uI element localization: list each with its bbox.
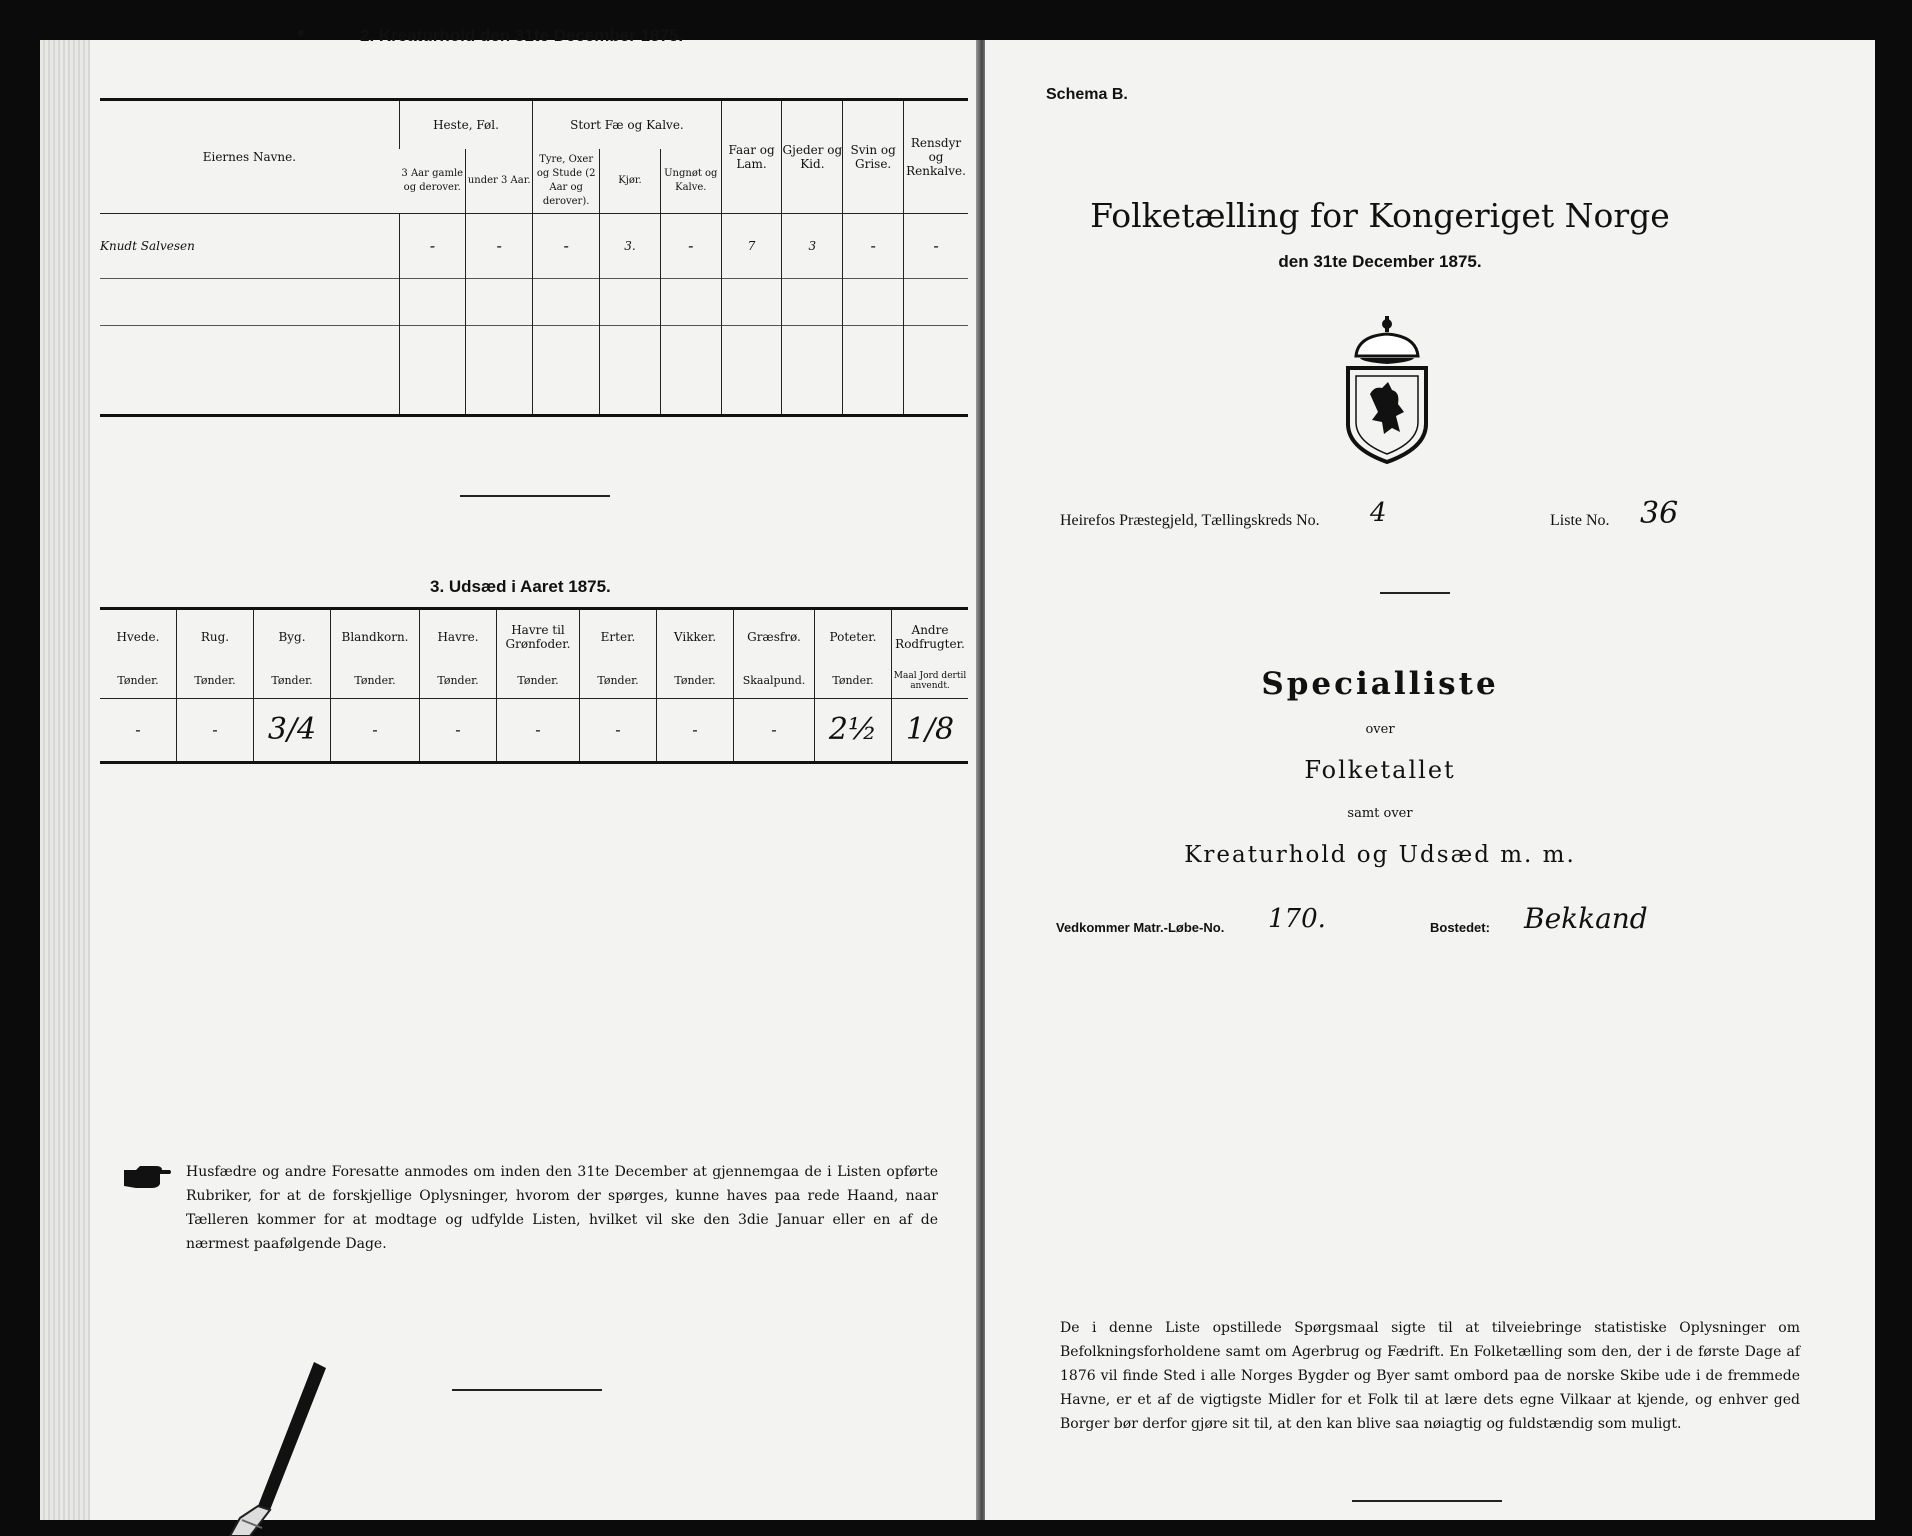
unit-hvede: Tønder. [117, 674, 159, 687]
notice-text: Husfædre og andre Foresatte anmodes om inden den 31te December at gjennemgaa de i Listen opførte Rubriker, for at de forskjellige Oplysninger, hvorom der spørges, kunne haves paa rede Haand, naar Tælleren kommer for at modtage og udfylde Listen, hvilket vil ske den 3die Januar eller en af de nærmest paafølgende Dage. [186, 1164, 938, 1252]
col-stort-fae: Stort Fæ og Kalve. [533, 100, 722, 150]
owner-name: Knudt Salvesen [100, 239, 195, 253]
cell-erter: - [580, 699, 657, 763]
unit-havre: Tønder. [420, 664, 497, 699]
col-faar: Faar og Lam. [721, 100, 782, 214]
cell-havre-gron: - [497, 699, 580, 763]
cell-gjeder: 3 [782, 214, 843, 279]
col-rug: Rug. [177, 609, 254, 665]
col-havre-gron: Havre til Grønfoder. [497, 609, 580, 665]
unit-erter: Tønder. [580, 664, 657, 699]
bostedet-value: Bekkand [1524, 902, 1648, 935]
section2-title: 2. Kreaturhold den 31te December 1875. [360, 26, 684, 45]
over-text: over [1365, 722, 1395, 737]
empty-row [100, 326, 399, 416]
folketallet-text: Folketallet [1304, 756, 1456, 784]
col-svin: Svin og Grise. [843, 100, 904, 214]
col-andre: Andre Rodfrugter. [892, 609, 969, 665]
cell-heste-3aar: - [399, 214, 465, 279]
divider [1352, 1500, 1502, 1502]
col-kjor: Kjør. [600, 149, 661, 214]
cell-rensdyr: - [904, 214, 968, 279]
cell-faar: 7 [721, 214, 782, 279]
col-eiernes-navne: Eiernes Navne. [100, 100, 399, 214]
col-byg: Byg. [254, 609, 331, 665]
divider [452, 1389, 602, 1391]
coat-of-arms-icon [1338, 316, 1436, 464]
unit-vikker: Tønder. [657, 664, 734, 699]
main-title: Folketælling for Kongeriget Norge [1090, 196, 1670, 235]
unit-graesfro: Skaalpund. [734, 664, 815, 699]
samt-over-text: samt over [1347, 806, 1413, 821]
cell-blandkorn: - [331, 699, 420, 763]
cell-vikker: - [657, 699, 734, 763]
unit-havre-gron: Tønder. [497, 664, 580, 699]
udsaed-table [100, 607, 968, 764]
unit-rug: Tønder. [177, 664, 254, 699]
col-blandkorn: Blandkorn. [331, 609, 420, 665]
unit-poteter: Tønder. [815, 664, 892, 699]
unit-blandkorn: Tønder. [331, 664, 420, 699]
kreds-no: 4 [1370, 498, 1387, 528]
col-heste-3aar: 3 Aar gamle og derover. [401, 168, 464, 193]
cell-kjor: 3. [600, 214, 661, 279]
col-heste: Heste, Føl. [399, 100, 532, 150]
schema-label: Schema B. [1046, 86, 1128, 103]
col-havre: Havre. [420, 609, 497, 665]
empty-row [100, 279, 399, 326]
col-ungnot: Ungnøt og Kalve. [660, 149, 721, 214]
liste-no: 36 [1640, 496, 1679, 531]
cell-andre: 1/8 [892, 699, 969, 763]
divider [1380, 592, 1450, 594]
cell-rug: - [177, 699, 254, 763]
section3-title: 3. Udsæd i Aaret 1875. [430, 577, 611, 596]
unit-andre: Maal Jord dertil anvendt. [892, 664, 969, 699]
col-hvede: Hvede. [100, 609, 177, 665]
cell-poteter: 2½ [815, 699, 892, 763]
page-edges [40, 40, 90, 1520]
footer-text: De i denne Liste opstillede Spørgsmaal sigte til at tilveiebringe statistiske Oplysninger om Befolkningsforholdene samt om Agerbrug og Fædrift. En Folketælling som den, der i de første Dage af 1876 vil finde Sted i alle Norges Bygder og Byer samt ombord paa de norske Skibe ude i de fremmede Havne, er et af de vigtigste Midler for et Folk til at lære dets egne Vilkaar at kjende, og enhver ged Borger bør derfor gjøre sit til, at den kan blive saa nøiagtig og fuldstændig som muligt. [1060, 1320, 1800, 1432]
col-heste-under3: under 3 Aar. [466, 149, 533, 214]
col-graesfro: Græsfrø. [734, 609, 815, 665]
prestegjeld-label: Heirefos Præstegjeld, Tællingskreds No. [1060, 512, 1320, 529]
kreaturhold-table [100, 98, 968, 417]
cell-tyre: - [533, 214, 600, 279]
matr-no: 170. [1268, 904, 1326, 934]
bostedet-label: Bostedet: [1430, 920, 1490, 935]
specialliste-heading: Specialliste [1261, 666, 1499, 702]
pointing-hand-icon [122, 1164, 172, 1190]
census-date: den 31te December 1875. [1278, 252, 1482, 271]
unit-byg: Tønder. [254, 664, 331, 699]
cell-hvede: - [135, 720, 141, 739]
matr-label: Vedkommer Matr.-Løbe-No. [1056, 920, 1225, 935]
kreaturhold-text: Kreaturhold og Udsæd m. m. [1184, 842, 1576, 868]
cell-byg: 3/4 [254, 699, 331, 763]
liste-label: Liste No. [1550, 512, 1610, 529]
cell-graesfro: - [734, 699, 815, 763]
col-poteter: Poteter. [815, 609, 892, 665]
cell-ungnot: - [660, 214, 721, 279]
cell-havre: - [420, 699, 497, 763]
ink-dot [298, 30, 304, 36]
col-rensdyr: Rensdyr og Renkalve. [904, 100, 968, 214]
pen-icon [220, 1360, 330, 1536]
col-vikker: Vikker. [657, 609, 734, 665]
col-erter: Erter. [580, 609, 657, 665]
cell-svin: - [843, 214, 904, 279]
divider [460, 495, 610, 497]
col-gjeder: Gjeder og Kid. [782, 100, 843, 214]
cell-heste-under3: - [466, 214, 533, 279]
col-tyre: Tyre, Oxer og Stude (2 Aar og derover). [533, 149, 600, 214]
